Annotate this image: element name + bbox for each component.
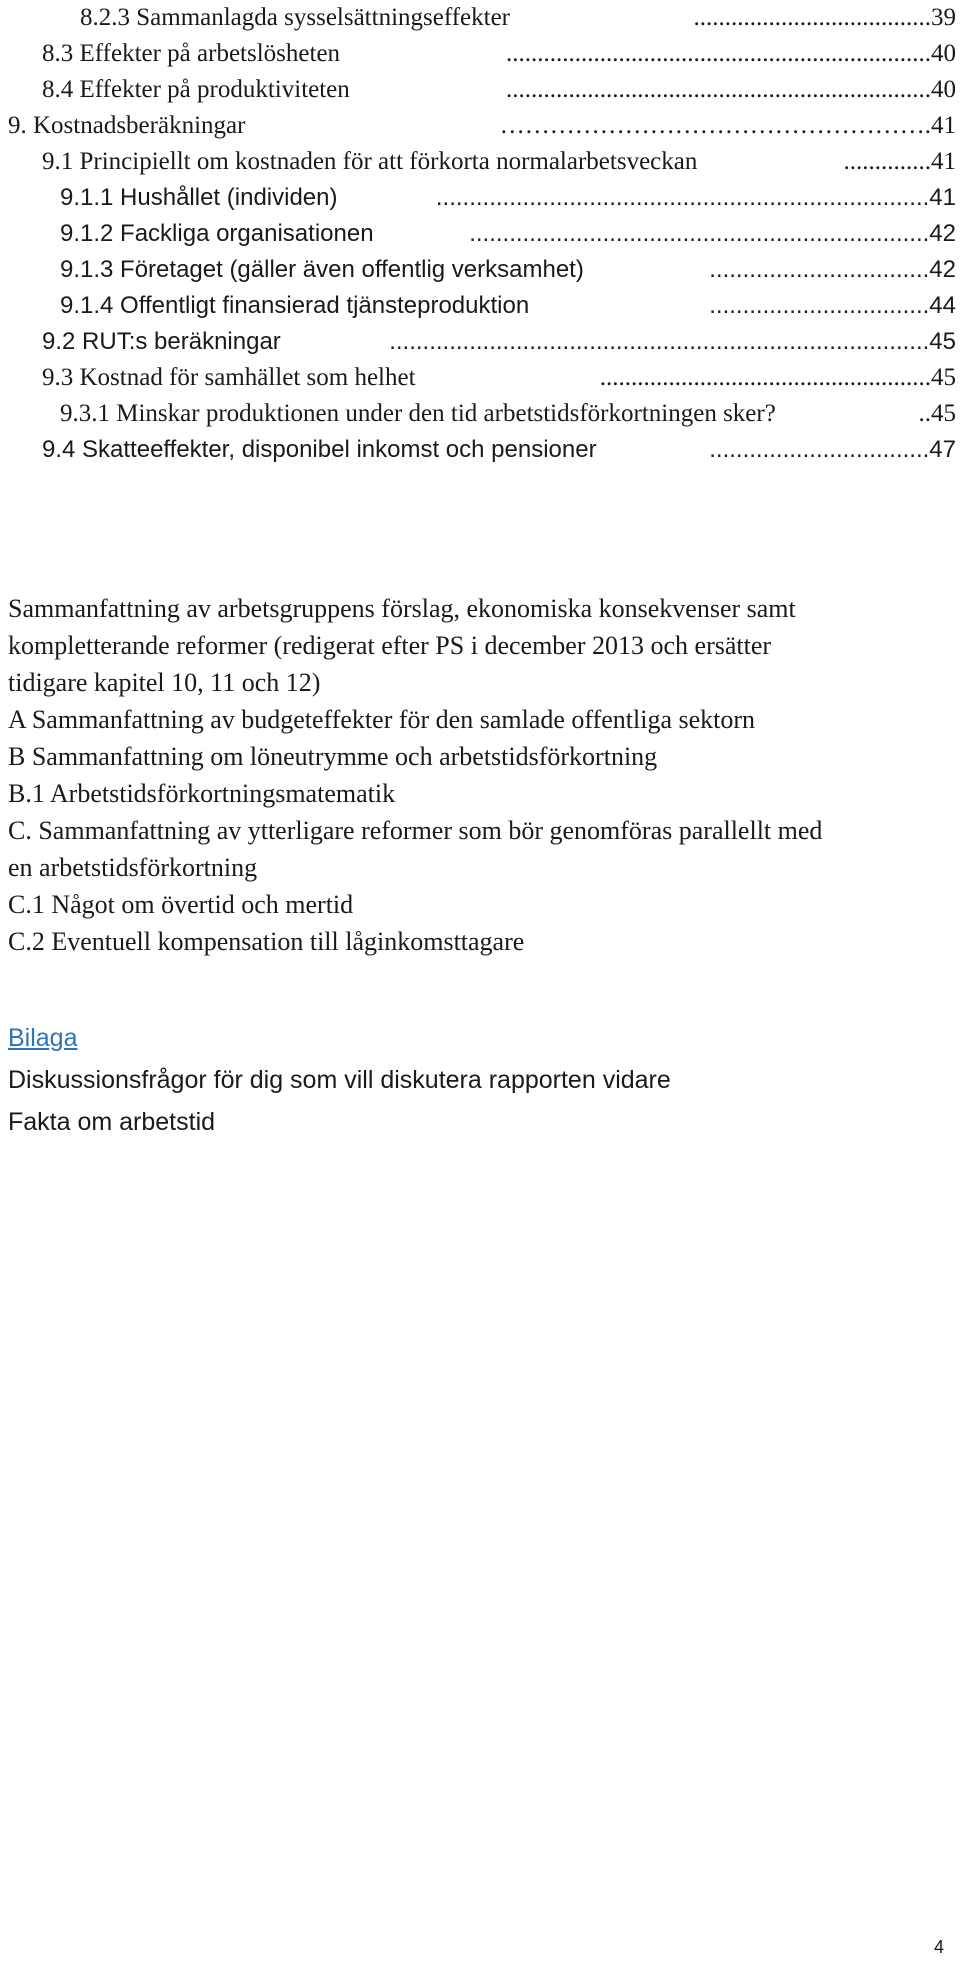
toc-entry-title: 9.3.1 Minskar produktionen under den tid arbetstidsförkortningen sker? xyxy=(60,400,776,427)
summary-item-c1[interactable]: C.1 Något om övertid och mertid xyxy=(8,890,354,919)
toc-entry-title: 8.2.3 Sammanlagda sysselsättningseffekter xyxy=(80,4,511,31)
toc-leader: ..................................................................... xyxy=(469,220,930,247)
toc-page-number: 41 xyxy=(931,148,956,175)
toc-entry[interactable] xyxy=(60,288,956,324)
summary-item-c[interactable]: C. Sammanfattning av ytterligare reformer som bör genomföras parallellt med xyxy=(8,816,823,845)
toc-entry-title: 9.1.4 Offentligt finansierad tjänsteproduktion xyxy=(60,292,530,319)
toc-leader: ................................................................................. xyxy=(389,328,930,355)
toc-page-number: 39 xyxy=(931,4,956,31)
toc-leader: ...................................... xyxy=(693,4,931,31)
toc-leader: ..................................................... xyxy=(599,364,931,391)
summary-heading-line: tidigare kapitel 10, 11 och 12) xyxy=(8,668,321,697)
toc-page-number: 42 xyxy=(929,220,956,247)
toc-entry[interactable] xyxy=(60,216,956,252)
toc-leader: .................................................................... xyxy=(506,76,931,103)
summary-item-b[interactable]: B Sammanfattning om löneutrymme och arbetstidsförkortning xyxy=(8,742,658,771)
appendix-link[interactable]: Bilaga xyxy=(8,1024,78,1052)
toc-entry-title: 9. Kostnadsberäkningar xyxy=(8,112,246,139)
toc-entry[interactable] xyxy=(60,252,956,288)
page-number: 4 xyxy=(933,1937,944,1957)
toc-entry-title: 8.4 Effekter på produktiviteten xyxy=(42,76,350,103)
toc-leader: ................................. xyxy=(709,436,930,463)
toc-leader: .......................................................................... xyxy=(435,184,930,211)
toc-leader: ................................. xyxy=(709,256,930,283)
toc-leader: ……………………………………………. xyxy=(499,112,931,139)
toc-page-number: 44 xyxy=(929,292,956,319)
toc-entry-title: 9.1.2 Fackliga organisationen xyxy=(60,220,374,247)
appendix-item[interactable]: Fakta om arbetstid xyxy=(8,1108,216,1136)
toc-entry[interactable] xyxy=(42,72,956,108)
toc-entry[interactable] xyxy=(42,324,956,360)
toc-page-number: 45 xyxy=(931,364,956,391)
toc-page-number: 45 xyxy=(929,328,956,355)
toc-page-number: 40 xyxy=(931,76,956,103)
toc-page-number: 47 xyxy=(929,436,956,463)
toc-entry[interactable] xyxy=(60,396,956,432)
toc-entry[interactable] xyxy=(42,432,956,468)
toc-page-number: 42 xyxy=(929,256,956,283)
toc-page-number: 45 xyxy=(931,400,956,427)
toc-entry[interactable] xyxy=(42,360,956,396)
toc-entry[interactable] xyxy=(60,180,956,216)
toc-page-number: 41 xyxy=(929,184,956,211)
toc-leader: .. xyxy=(918,400,931,427)
summary-heading-line: Sammanfattning av arbetsgruppens förslag, ekonomiska konsekvenser samt xyxy=(8,594,796,623)
toc-entry-title: 9.4 Skatteeffekter, disponibel inkomst och pensioner xyxy=(42,436,597,463)
toc-entry[interactable] xyxy=(42,144,956,180)
summary-heading-line: kompletterande reformer (redigerat efter PS i december 2013 och ersätter xyxy=(8,631,772,660)
toc-page-number: 40 xyxy=(931,40,956,67)
toc-page-number: 41 xyxy=(931,112,956,139)
toc-leader: .............. xyxy=(843,148,931,175)
toc-entry-title: 9.1.3 Företaget (gäller även offentlig verksamhet) xyxy=(60,256,584,283)
toc-entry-title: 8.3 Effekter på arbetslösheten xyxy=(42,40,341,67)
toc-leader: ................................. xyxy=(709,292,930,319)
summary-item-c2[interactable]: C.2 Eventuell kompensation till låginkomsttagare xyxy=(8,927,525,956)
toc-entry[interactable] xyxy=(8,108,956,144)
summary-item-b1[interactable]: B.1 Arbetstidsförkortningsmatematik xyxy=(8,779,396,808)
summary-item-c-continued[interactable]: en arbetstidsförkortning xyxy=(8,853,258,882)
toc-entry-title: 9.2 RUT:s beräkningar xyxy=(42,328,281,355)
toc-entry-title: 9.1.1 Hushållet (individen) xyxy=(60,184,338,211)
toc-entry-title: 9.1 Principiellt om kostnaden för att förkorta normalarbetsveckan xyxy=(42,148,698,175)
toc-entry[interactable] xyxy=(42,36,956,72)
toc-leader: .................................................................... xyxy=(506,40,931,67)
toc-entry-title: 9.3 Kostnad för samhället som helhet xyxy=(42,364,416,391)
appendix-item[interactable]: Diskussionsfrågor för dig som vill diskutera rapporten vidare xyxy=(8,1066,671,1094)
toc-entry[interactable] xyxy=(80,0,956,36)
summary-item-a[interactable]: A Sammanfattning av budgeteffekter för den samlade offentliga sektorn xyxy=(8,705,756,734)
